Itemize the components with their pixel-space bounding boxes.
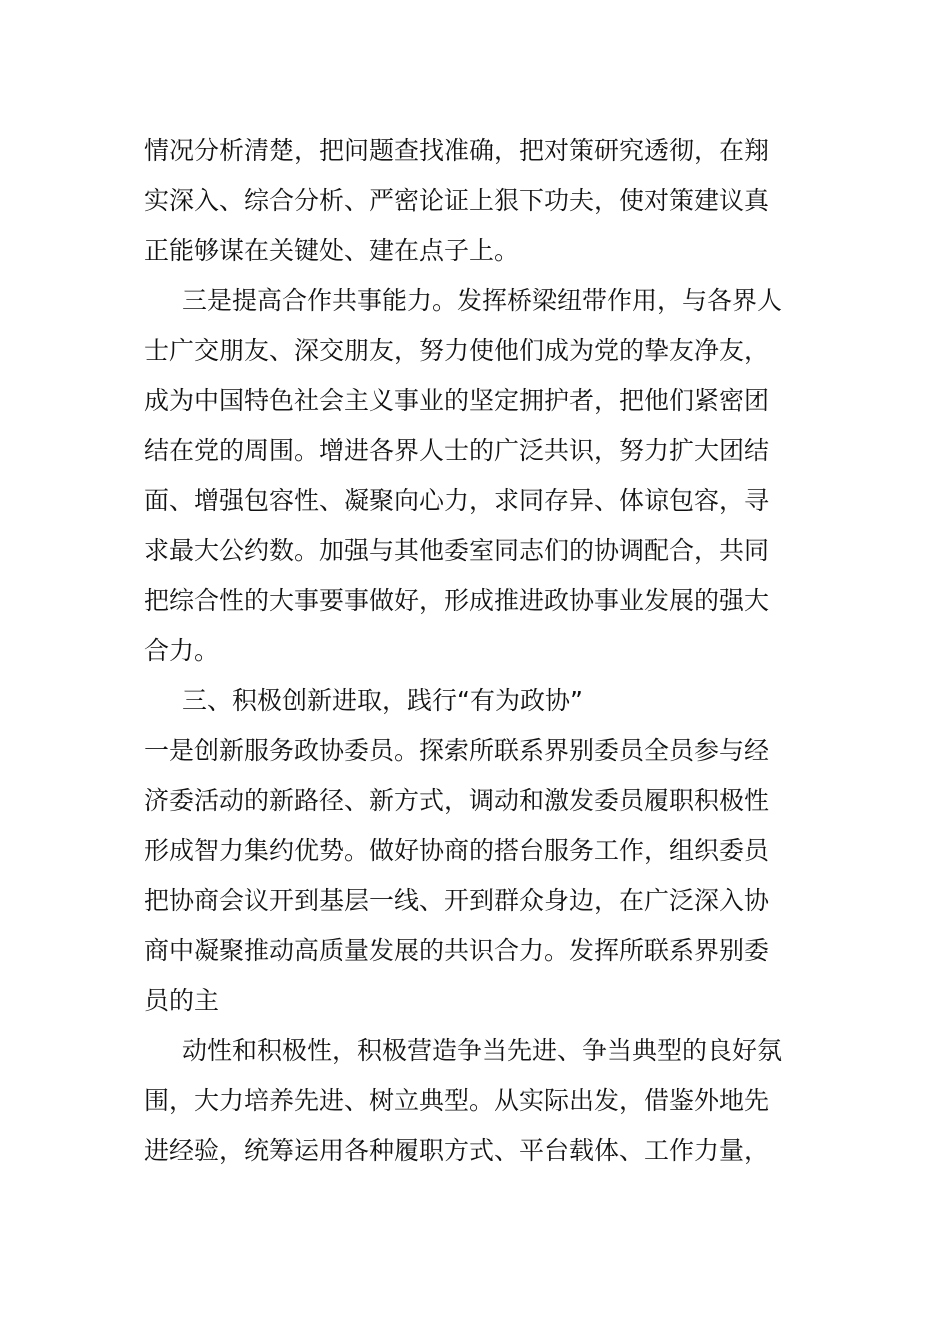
text-line: 士广交朋友、深交朋友，努力使他们成为党的挚友净友， [144, 336, 770, 365]
section-heading: 三、积极创新进取，践行“有为政协” [182, 686, 583, 715]
paragraph-start-line: 一是创新服务政协委员。探索所联系界别委员全员参与经 [144, 736, 770, 765]
text-line: 商中凝聚推动高质量发展的共识合力。发挥所联系界别委 [144, 936, 770, 965]
text-line: 求最大公约数。加强与其他委室同志们的协调配合，共同 [144, 536, 770, 565]
text-line: 员的主 [144, 986, 220, 1015]
document-body [144, 126, 814, 1176]
text-line: 实深入、综合分析、严密论证上狠下功夫，使对策建议真 [144, 186, 770, 215]
text-line: 结在党的周围。增进各界人士的广泛共识，努力扩大团结 [144, 436, 770, 465]
text-line: 形成智力集约优势。做好协商的搭台服务工作，组织委员 [144, 836, 770, 865]
paragraph-start-line: 三是提高合作共事能力。发挥桥梁纽带作用，与各界人 [182, 286, 783, 315]
text-line: 情况分析清楚，把问题查找准确，把对策研究透彻，在翔 [144, 136, 770, 165]
text-line: 合力。 [144, 636, 220, 665]
text-line: 进经验，统筹运用各种履职方式、平台载体、工作力量， [144, 1136, 770, 1165]
text-line: 面、增强包容性、凝聚向心力，求同存异、体谅包容，寻 [144, 486, 770, 515]
paragraph-start-line: 动性和积极性，积极营造争当先进、争当典型的良好氛 [182, 1036, 783, 1065]
text-line: 正能够谋在关键处、建在点子上。 [144, 236, 520, 265]
text-line: 把协商会议开到基层一线、开到群众身边，在广泛深入协 [144, 886, 770, 915]
text-line: 成为中国特色社会主义事业的坚定拥护者，把他们紧密团 [144, 386, 770, 415]
text-line: 围，大力培养先进、树立典型。从实际出发，借鉴外地先 [144, 1086, 770, 1115]
text-line: 把综合性的大事要事做好，形成推进政协事业发展的强大 [144, 586, 770, 615]
text-line: 济委活动的新路径、新方式，调动和激发委员履职积极性 [144, 786, 770, 815]
